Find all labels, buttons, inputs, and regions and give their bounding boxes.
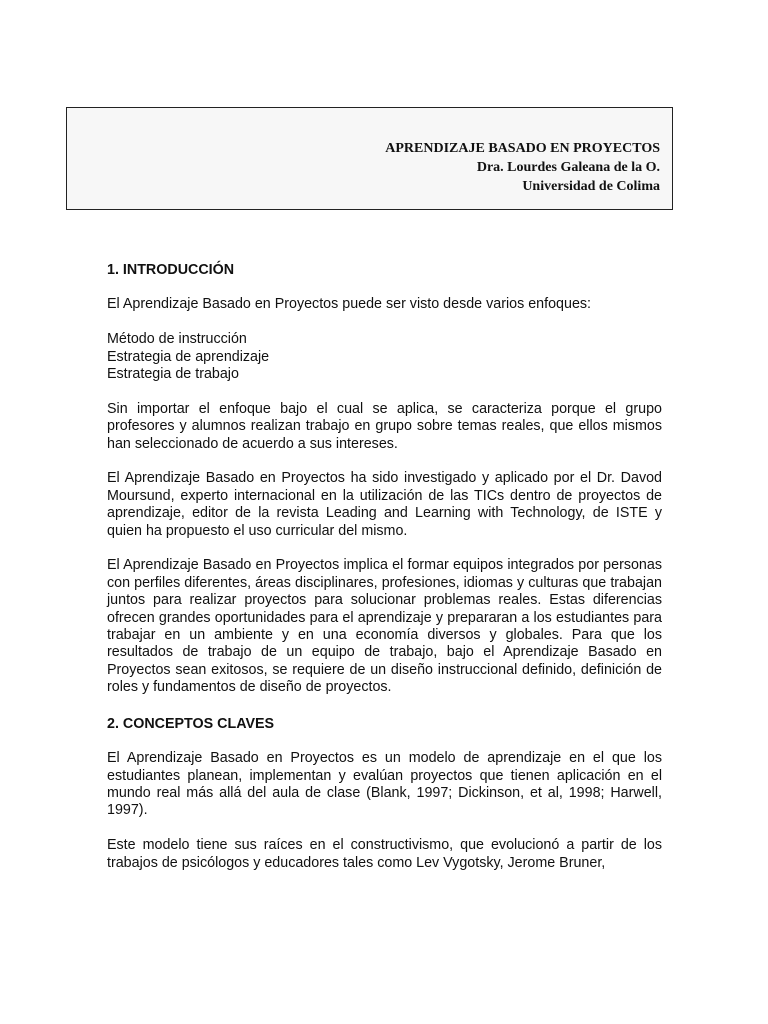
section-2-paragraph: Este modelo tiene sus raíces en el constructivismo, que evolucionó a partir de los trabajos de psicólogos y educadores tales como Lev Vygotsky, Jerome Bruner, [107, 837, 662, 871]
section-1-paragraph: El Aprendizaje Basado en Proyectos implica el formar equipos integrados por personas con perfiles diferentes, áreas disciplinares, profesiones, idiomas y culturas que trabajan juntos para realizar proyectos para solucionar problemas reales. Estas diferencias ofrecen grandes oportunidades para el aprendizaje y prepararan a los estudiantes para trabajar en un ambiente y en una economía diversos y globales. Para que los resultados de trabajo de un equipo de trabajo, bajo el Aprendizaje Basado en Proyectos sean exitosos, se requiere de un diseño instruccional definido, definición de roles y fundamentos de diseño de proyectos. [107, 557, 662, 696]
document-author: Dra. Lourdes Galeana de la O. [476, 160, 660, 175]
section-2-paragraph: El Aprendizaje Basado en Proyectos es un modelo de aprendizaje en el que los estudiantes planean, implementan y evalúan proyectos que tienen aplicación en el mundo real más allá del aula de clase (Blank, 1997; Dickinson, et al, 1998; Harwell, 1997). [107, 750, 662, 819]
document-header-box [66, 107, 673, 210]
document-body [107, 262, 662, 889]
approach-item: Estrategia de trabajo [107, 366, 239, 383]
approaches-list [107, 331, 662, 383]
section-1-paragraph: El Aprendizaje Basado en Proyectos ha sido investigado y aplicado por el Dr. Davod Moursund, experto internacional en la utilización de las TICs dentro de proyectos de aprendizaje, editor de la revista Leading and Learning with Technology, de ISTE y quien ha propuesto el uso curricular del mismo. [107, 470, 662, 539]
section-1-intro: El Aprendizaje Basado en Proyectos puede ser visto desde varios enfoques: [107, 296, 592, 313]
approach-item: Método de instrucción [107, 331, 247, 348]
section-1-heading: 1. INTRODUCCIÓN [107, 262, 235, 278]
document-institution: Universidad de Colima [522, 179, 660, 194]
approach-item: Estrategia de aprendizaje [107, 348, 270, 365]
section-1-paragraph: Sin importar el enfoque bajo el cual se aplica, se caracteriza porque el grupo profesores y alumnos realizan trabajo en grupo sobre temas reales, que ellos mismos han seleccionado de acuerdo a sus intereses. [107, 400, 662, 452]
header-lines [385, 139, 660, 196]
section-2-heading: 2. CONCEPTOS CLAVES [107, 715, 275, 732]
document-title: APRENDIZAJE BASADO EN PROYECTOS [385, 141, 660, 156]
